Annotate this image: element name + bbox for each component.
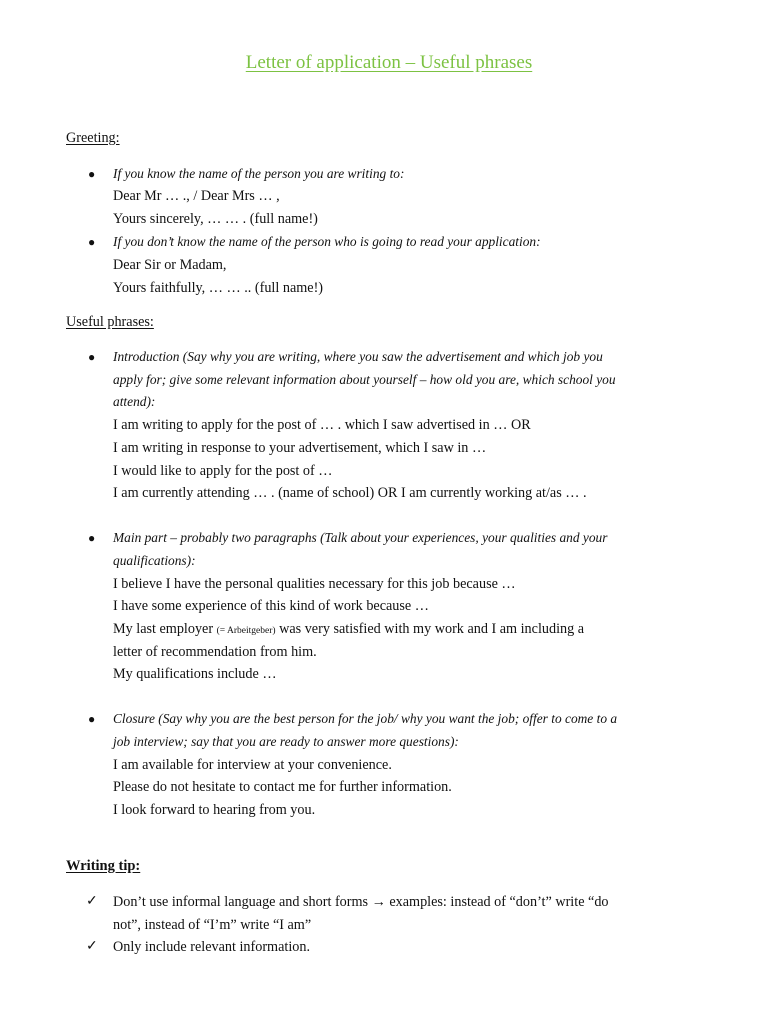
employer-gloss: (= Arbeitgeber) <box>216 626 276 636</box>
bullet-icon: ● <box>88 235 96 249</box>
tip-text: Don’t use informal language and short forms <box>113 894 369 910</box>
closure-phrase: Please do not hesitate to contact me for further information. <box>113 779 452 795</box>
closure-intro-line: Closure (Say why you are the best person for the job/ why you want the job; offer to come to a <box>113 711 618 726</box>
main-part-intro-line: Main part – probably two paragraphs (Talk about your experiences, your qualities and your <box>113 530 608 545</box>
main-part-phrase-employer <box>113 620 584 640</box>
closure-phrase: I look forward to hearing from you. <box>113 802 316 818</box>
main-part-phrase: I believe I have the personal qualities necessary for this job because … <box>113 576 516 592</box>
introduction-intro-line: Introduction (Say why you are writing, where you saw the advertisement and which job you <box>113 349 603 364</box>
introduction-phrase: I am currently attending … . (name of school) OR I am currently working at/as … . <box>113 485 587 501</box>
introduction-phrase: I am writing to apply for the post of … . which I saw advertised in … OR <box>113 417 531 433</box>
employer-text-cont: was very satisfied with my work and I am including a <box>279 621 585 637</box>
main-part-phrase: letter of recommendation from him. <box>113 644 317 660</box>
closure-intro-line: job interview; say that you are ready to answer more questions): <box>113 734 459 749</box>
right-arrow-icon: → <box>371 894 386 910</box>
tip-item: Only include relevant information. <box>113 939 310 955</box>
introduction-intro-line: apply for; give some relevant information about yourself – how old you are, which school you <box>113 372 616 387</box>
bullet-icon: ● <box>88 167 96 181</box>
tip-item <box>113 893 609 911</box>
employer-text: My last employer <box>113 621 214 637</box>
introduction-phrase: I am writing in response to your advertisement, which I saw in … <box>113 440 487 456</box>
introduction-intro-line: attend): <box>113 394 156 409</box>
introduction-phrase: I would like to apply for the post of … <box>113 463 333 479</box>
main-part-intro-line: qualifications): <box>113 553 196 568</box>
check-mark-icon: ✓ <box>86 894 98 909</box>
greeting-known-closing: Yours sincerely, … … . (full name!) <box>113 211 318 227</box>
bullet-icon: ● <box>88 350 96 364</box>
bullet-icon: ● <box>88 712 96 726</box>
greeting-unknown-salutation: Dear Sir or Madam, <box>113 257 227 273</box>
greeting-known-salutation: Dear Mr … ., / Dear Mrs … , <box>113 188 280 204</box>
tip-text: examples: instead of “don’t” write “do <box>389 894 609 910</box>
bullet-icon: ● <box>88 531 96 545</box>
check-mark-icon: ✓ <box>86 939 98 954</box>
useful-phrases-heading: Useful phrases: <box>66 314 154 330</box>
main-part-phrase: I have some experience of this kind of work because … <box>113 598 429 614</box>
greeting-known-intro: If you know the name of the person you are writing to: <box>113 166 405 181</box>
writing-tip-heading: Writing tip: <box>66 858 141 874</box>
closure-phrase: I am available for interview at your convenience. <box>113 757 392 773</box>
tip-item-cont: not”, instead of “I’m” write “I am” <box>113 917 312 933</box>
greeting-unknown-closing: Yours faithfully, … … .. (full name!) <box>113 280 324 296</box>
greeting-unknown-intro: If you don’t know the name of the person who is going to read your application: <box>113 234 541 249</box>
greeting-heading: Greeting: <box>66 130 120 146</box>
page-title: Letter of application – Useful phrases <box>245 52 533 73</box>
main-part-phrase: My qualifications include … <box>113 666 277 682</box>
